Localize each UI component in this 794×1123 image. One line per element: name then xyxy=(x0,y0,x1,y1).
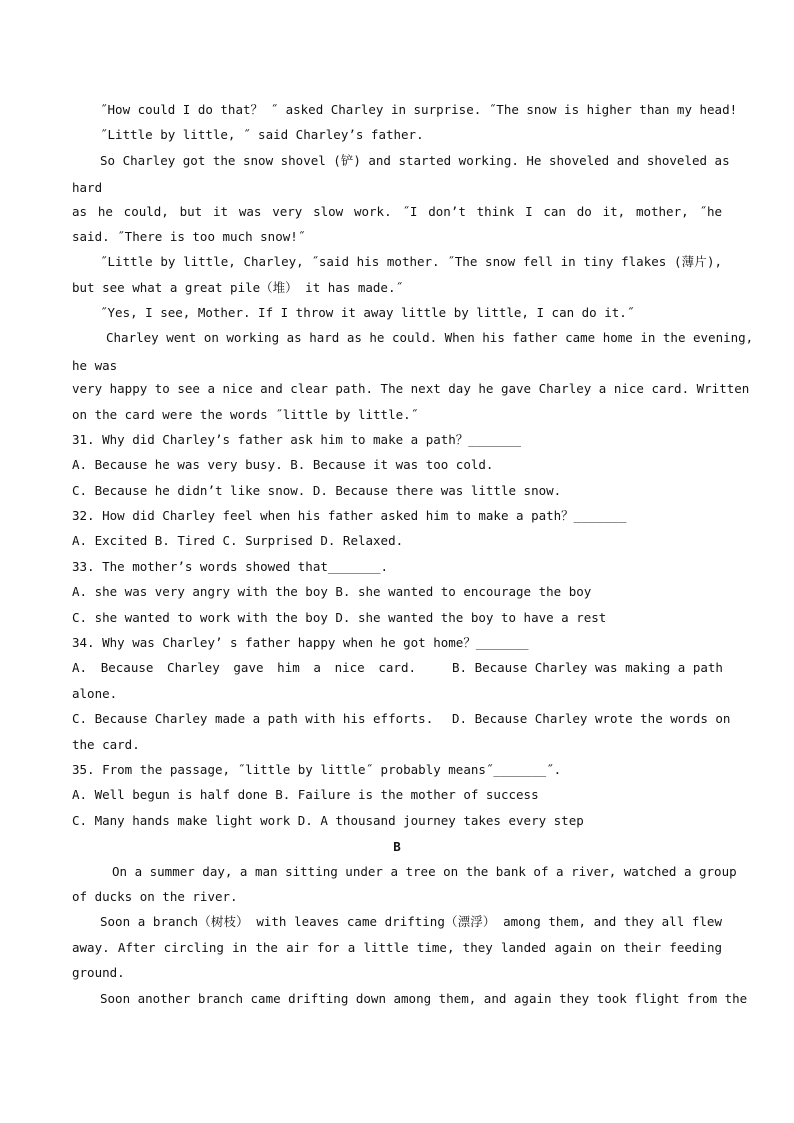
passage-a-line: ˝How could I do that？ ˝ asked Charley in surprise. ˝The snow is higher than my head! xyxy=(100,102,738,117)
passage-a-line: hard xyxy=(72,180,103,195)
passage-a-line: very happy to see a nice and clear path. The next day he gave Charley a nice card. Written xyxy=(72,381,750,396)
passage-b-line: Soon a branch（树枝） with leaves came drifting（漂浮） among them, and they all flew xyxy=(100,914,722,929)
question-33-options: C. she wanted to work with the boy D. she wanted the boy to have a rest xyxy=(72,610,607,625)
question-32-stem: 32. How did Charley feel when his father asked him to make a path？_______ xyxy=(72,508,627,523)
question-34-option-b-cont: alone. xyxy=(72,686,118,701)
passage-b-line: On a summer day, a man sitting under a tree on the bank of a river, watched a group xyxy=(112,864,737,879)
option-d: D. Because Charley wrote the words on xyxy=(452,711,731,726)
passage-a-line: but see what a great pile（堆） it has made.˝ xyxy=(72,280,403,295)
passage-b-line: of ducks on the river. xyxy=(72,889,238,904)
question-34-stem: 34. Why was Charley’ s father happy when he got home？_______ xyxy=(72,635,529,650)
passage-a-line: ˝Little by little, Charley, ˝said his mother. ˝The snow fell in tiny flakes (薄片), xyxy=(100,254,722,269)
passage-a-line: ˝Yes, I see, Mother. If I throw it away little by little, I can do it.˝ xyxy=(100,305,635,320)
passage-a-line: as he could, but it was very slow work. ˝I don’t think I can do it, mother, ˝he xyxy=(72,204,722,219)
question-33-options: A. she was very angry with the boy B. she wanted to encourage the boy xyxy=(72,584,592,599)
option-a: A. Because Charley gave him a nice card. xyxy=(72,660,416,675)
question-33-stem: 33. The mother’s words showed that_______. xyxy=(72,559,389,574)
question-35-stem: 35. From the passage, ˝little by little˝ probably means˝_______˝. xyxy=(72,762,562,777)
question-35-options: A. Well begun is half done B. Failure is the mother of success xyxy=(72,787,539,802)
passage-a-line: Charley went on working as hard as he could. When his father came home in the evening, xyxy=(106,330,754,345)
question-32-options: A. Excited B. Tired C. Surprised D. Relaxed. xyxy=(72,533,404,548)
question-31-options: A. Because he was very busy. B. Because it was too cold. xyxy=(72,457,494,472)
passage-b-line: ground. xyxy=(72,965,125,980)
passage-a-line: said. ˝There is too much snow!˝ xyxy=(72,229,306,244)
option-c: C. Because Charley made a path with his efforts. xyxy=(72,711,434,726)
option-b: B. Because Charley was making a path xyxy=(452,660,723,675)
question-34-option-d-cont: the card. xyxy=(72,737,140,752)
passage-a-line: So Charley got the snow shovel (铲) and started working. He shoveled and shoveled as xyxy=(100,153,730,168)
passage-a-line: ˝Little by little, ˝ said Charley’s father. xyxy=(100,127,424,142)
question-35-options: C. Many hands make light work D. A thousand journey takes every step xyxy=(72,813,584,828)
question-31-stem: 31. Why did Charley’s father ask him to make a path？_______ xyxy=(72,432,521,447)
passage-a-line: he was xyxy=(72,358,118,373)
passage-b-line: away. After circling in the air for a little time, they landed again on their feeding xyxy=(72,940,722,955)
passage-b-line: Soon another branch came drifting down among them, and again they took flight from the xyxy=(100,991,748,1006)
section-heading: B xyxy=(393,839,401,854)
question-31-options: C. Because he didn’t like snow. D. Because there was little snow. xyxy=(72,483,562,498)
passage-a-line: on the card were the words ˝little by little.˝ xyxy=(72,407,419,422)
